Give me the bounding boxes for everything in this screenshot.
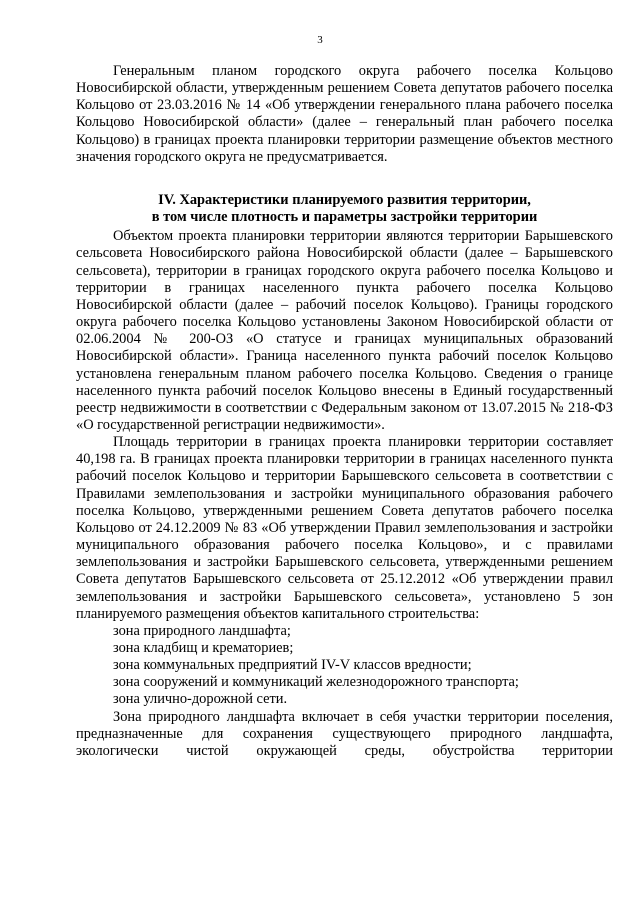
section-heading-line-1: IV. Характеристики планируемого развития территории, xyxy=(158,191,531,208)
list-item-zone: зона коммунальных предприятий IV-V классов вредности; xyxy=(113,657,472,674)
paragraph-natural-landscape: Зона природного ландшафта включает в себя участки территории поселения, предназначенные для сохранения существующего природного ландшафта, экологически чистой окружающей среды, обустройства территории xyxy=(76,708,613,759)
page-number: 3 xyxy=(317,34,323,46)
zones-list xyxy=(76,623,613,709)
paragraph-general-plan: Генеральным планом городского округа рабочего поселка Кольцово Новосибирской области, утвержденным решением Совета депутатов рабочего поселка Кольцово от 23.03.2016 № 14 «Об утверждении генерального плана рабочего поселка Кольцово Новосибирской области» (далее – генеральный план рабочего поселка Кольцово) в границах проекта планировки территории размещение объектов местного значения городского округа не предусматривается. xyxy=(76,63,613,165)
paragraph-territory-area: Площадь территории в границах проекта планировки территории составляет 40,198 га. В границах проекта планировки территории в границах населенного пункта рабочий поселок Кольцово и территории Барышевского сельсовета в соответствии с Правилами землепользования и застройки муниципального образования рабочего поселка Кольцово, утвержденными решением Совета депутатов рабочего поселка Кольцово от 24.12.2009 № 83 «Об утверждении Правил землепользования и застройки муниципального образования рабочего поселка Кольцово», и с правилами землепользования и застройки Барышевского сельсовета, утвержденными решением Совета депутатов Барышевского сельсовета от 25.12.2012 «Об утверждении правил землепользования и застройки Барышевского сельсовета», установлено 5 зон планируемого размещения объектов капитального строительства: xyxy=(76,434,613,622)
list-item-zone: зона кладбищ и крематориев; xyxy=(113,640,294,656)
list-item-zone: зона сооружений и коммуникаций железнодорожного транспорта; xyxy=(113,674,519,691)
list-item-zone: зона природного ландшафта; xyxy=(113,622,291,639)
list-item-zone: зона улично-дорожной сети. xyxy=(113,691,288,708)
section-heading xyxy=(76,192,613,226)
section-heading-line-2: в том числе плотность и параметры застройки территории xyxy=(151,209,538,226)
document-body xyxy=(76,63,613,760)
paragraph-project-object: Объектом проекта планировки территории являются территории Барышевского сельсовета Новосибирского района Новосибирской области (далее – Барышевского сельсовета), территории в границах городского округа рабочего поселка Кольцово и территории в границах населенного пункта рабочего поселка Кольцово Новосибирской области (далее – рабочий поселок Кольцово). Границы городского округа рабочего поселка Кольцово установлены Законом Новосибирской области от 02.06.2004 № 200-ОЗ «О статусе и границах муниципальных образований Новосибирской области». Граница населенного пункта рабочий поселок Кольцово установлена генеральным планом рабочего поселка Кольцово. Сведения о границе населенного пункта рабочий поселок Кольцово внесены в Единый государственный реестр недвижимости в соответствии с Федеральным законом от 13.07.2015 № 218-ФЗ «О государственной регистрации недвижимости». xyxy=(76,228,613,433)
